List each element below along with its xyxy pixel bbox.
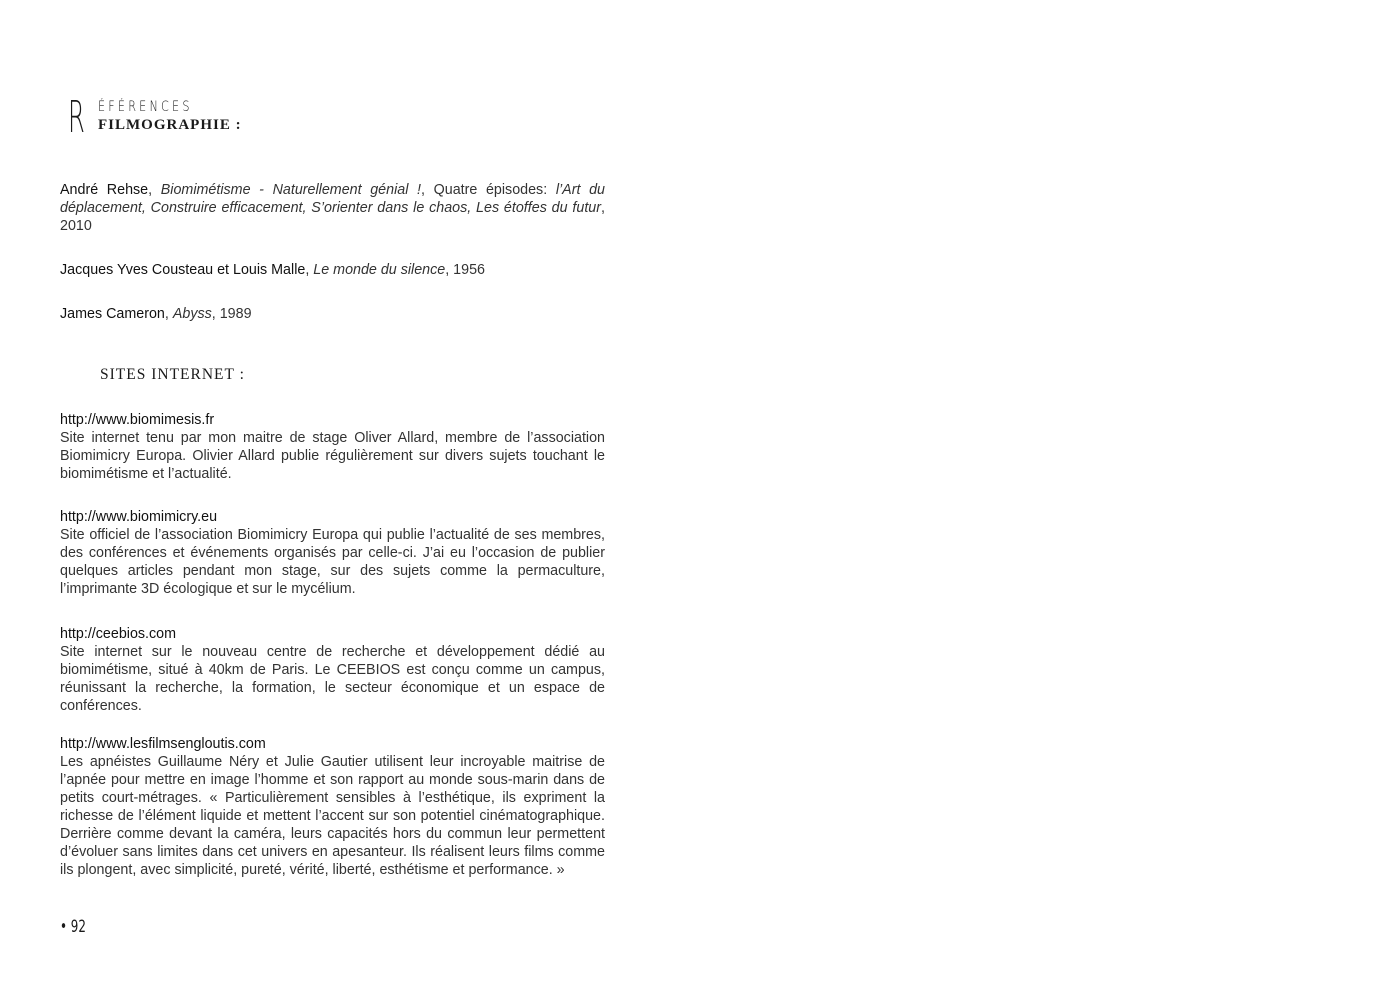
film-title: Abyss [172, 306, 212, 322]
sites-heading: SITES INTERNET : [100, 366, 245, 383]
film-year: , 2010 [60, 200, 605, 234]
film-title: Le monde du silence [313, 262, 446, 278]
site-entry [60, 508, 605, 598]
film-separator: , [305, 262, 314, 278]
film-separator: , [148, 182, 161, 198]
site-link[interactable]: http://www.biomimicry.eu [60, 509, 218, 525]
site-link[interactable]: http://ceebios.com [60, 626, 177, 642]
site-link[interactable]: http://www.biomimesis.fr [60, 412, 215, 428]
title-drop-letter: R [68, 92, 85, 143]
film-author: James Cameron [60, 306, 165, 322]
film-entry [60, 181, 605, 235]
film-middle: , Quatre épisodes: [421, 182, 556, 198]
film-separator: , [164, 306, 173, 322]
film-author: Jacques Yves Cousteau et Louis Malle [60, 262, 306, 278]
film-year: , 1956 [445, 262, 485, 278]
film-entry [60, 261, 605, 279]
page-number: • 92 [60, 917, 86, 937]
film-title: Biomimétisme - Naturellement génial ! [160, 182, 421, 198]
site-description: Les apnéistes Guillaume Néry et Julie Gautier utilisent leur incroyable maitrise de l’apnée pour mettre en image l’homme et son rapport au monde sous-marin dans de petits court-métrages. « Particulièrement sensibles à l’esthétique, ils expriment la richesse de l’élément liquide et mettent l’accent sur son potentiel cinématographique. Derrière comme devant la caméra, leurs capacités hors du commun leur permettent d’évoluer sans limites dans cet univers en apesanteur. Ils réalisent leurs films comme ils plongent, avec simplicité, pureté, vérité, liberté, esthétisme et performance. » [60, 754, 605, 878]
filmography-heading: FILMOGRAPHIE : [98, 117, 242, 133]
site-description: Site officiel de l’association Biomimicry Europa qui publie l’actualité de ses membres, des conférences et événements organisés par celle-ci. J’ai eu l’occasion de publier quelques articles pendant mon stage, sur des sujets comme la permaculture, l’imprimante 3D écologique et sur le mycélium. [60, 527, 605, 597]
site-entry [60, 735, 605, 879]
site-entry [60, 625, 605, 715]
film-episodes: l’Art du déplacement, Construire efficacement, S’orienter dans le chaos, Les étoffes du futur [60, 182, 605, 216]
page-title [68, 92, 468, 146]
site-link[interactable]: http://www.lesfilmsengloutis.com [60, 736, 266, 752]
site-entry [60, 411, 605, 483]
site-description: Site internet sur le nouveau centre de recherche et développement dédié au biomimétisme, situé à 40km de Paris. Le CEEBIOS est conçu comme un campus, réunissant la recherche, la formation, le secteur économique et un espace de conférences. [60, 644, 605, 714]
film-year: , 1989 [211, 306, 252, 322]
site-description: Site internet tenu par mon maitre de stage Oliver Allard, membre de l’association Biomimicry Europa. Olivier Allard publie régulièrement sur divers sujets touchant le biomimétisme et l’actualité. [60, 430, 605, 482]
title-rest: ÉFÉRENCES [98, 99, 193, 115]
film-entry [60, 305, 605, 323]
film-author: André Rehse [60, 182, 149, 198]
